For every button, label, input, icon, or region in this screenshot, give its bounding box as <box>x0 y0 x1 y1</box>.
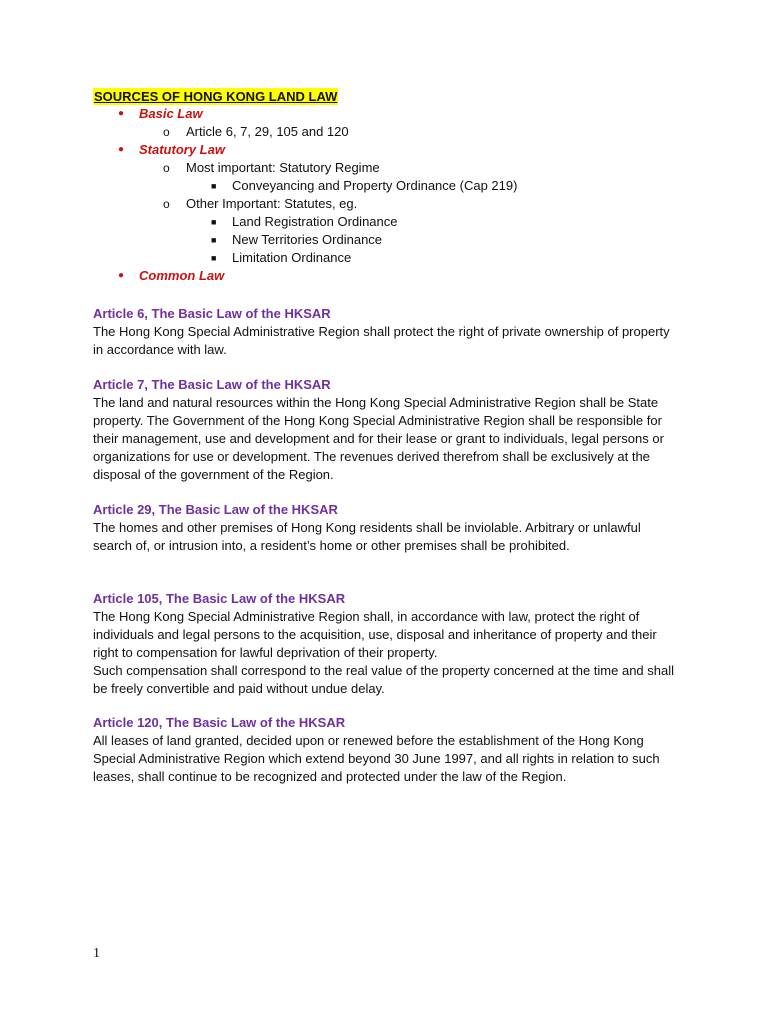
document-title: SOURCES OF HONG KONG LAND LAW <box>94 89 338 104</box>
article-heading: Article 29, The Basic Law of the HKSAR <box>93 502 338 517</box>
outline-label: Common Law <box>139 268 225 283</box>
article-heading: Article 120, The Basic Law of the HKSAR <box>93 715 346 730</box>
outline-subitem-text: Most important: Statutory Regime <box>186 160 380 175</box>
bullet-disc-icon: ● <box>118 144 125 155</box>
sources-outline <box>0 105 768 285</box>
outline-label: Statutory Law <box>139 142 225 157</box>
article-paragraph: The homes and other premises of Hong Kong residents shall be inviolable. Arbitrary or unlawful search of, or intrusion into, a resident’s home or other premises shall be prohibited. <box>93 520 641 553</box>
outline-subsubitem-text: Conveyancing and Property Ordinance (Cap 219) <box>232 178 518 193</box>
article-105-section <box>93 590 678 698</box>
bullet-circle-icon: o <box>163 125 170 139</box>
outline-subitem <box>0 195 768 213</box>
bullet-disc-icon: ● <box>118 108 125 119</box>
outline-subitem <box>0 123 768 141</box>
article-heading: Article 7, The Basic Law of the HKSAR <box>93 377 331 392</box>
outline-subsubitem-text: New Territories Ordinance <box>232 232 383 247</box>
outline-subsubitem-text: Land Registration Ordinance <box>232 214 398 229</box>
bullet-circle-icon: o <box>163 197 170 211</box>
article-120-section <box>93 714 678 786</box>
outline-subitem-text: Other Important: Statutes, eg. <box>186 196 358 211</box>
article-paragraph: The Hong Kong Special Administrative Region shall protect the right of private ownership of property in accordance with law. <box>93 324 670 357</box>
outline-subsubitem-text: Limitation Ordinance <box>232 250 352 265</box>
outline-label: Basic Law <box>139 106 203 121</box>
article-heading: Article 105, The Basic Law of the HKSAR <box>93 591 346 606</box>
page-number: 1 <box>93 946 100 961</box>
bullet-disc-icon: ● <box>118 270 125 281</box>
outline-item-common-law <box>0 267 768 285</box>
bullet-square-icon: ■ <box>211 235 217 245</box>
article-paragraph: The Hong Kong Special Administrative Region shall, in accordance with law, protect the right of individuals and legal persons to the acquisition, use, disposal and inheritance of property and their right to compensation for lawful deprivation of their property. <box>93 609 657 660</box>
outline-item-basic-law <box>0 105 768 123</box>
outline-subsubitem <box>0 231 768 249</box>
outline-item-statutory-law <box>0 141 768 159</box>
bullet-square-icon: ■ <box>211 181 217 191</box>
outline-subsubitem <box>0 213 768 231</box>
bullet-square-icon: ■ <box>211 217 217 227</box>
article-paragraph: Such compensation shall correspond to the real value of the property concerned at the time and shall be freely convertible and paid without undue delay. <box>93 663 675 696</box>
bullet-circle-icon: o <box>163 161 170 175</box>
article-6-section <box>93 305 678 359</box>
article-heading: Article 6, The Basic Law of the HKSAR <box>93 306 331 321</box>
outline-subsubitem <box>0 177 768 195</box>
outline-subsubitem <box>0 249 768 267</box>
article-29-section <box>93 501 678 555</box>
outline-subitem-text: Article 6, 7, 29, 105 and 120 <box>186 124 349 139</box>
bullet-square-icon: ■ <box>211 253 217 263</box>
article-paragraph: The land and natural resources within the Hong Kong Special Administrative Region shall be State property. The Government of the Hong Kong Special Administrative Region shall be responsible for their management, use and development and for their lease or grant to individuals, legal persons or organizations for use or development. The revenues derived therefrom shall be exclusively at the disposal of the government of the Region. <box>93 395 664 482</box>
article-paragraph: All leases of land granted, decided upon or renewed before the establishment of the Hong Kong Special Administrative Region which extend beyond 30 June 1997, and all rights in relation to such leases, shall continue to be recognized and protected under the law of the Region. <box>93 733 660 784</box>
article-7-section <box>93 376 678 484</box>
outline-subitem <box>0 159 768 177</box>
